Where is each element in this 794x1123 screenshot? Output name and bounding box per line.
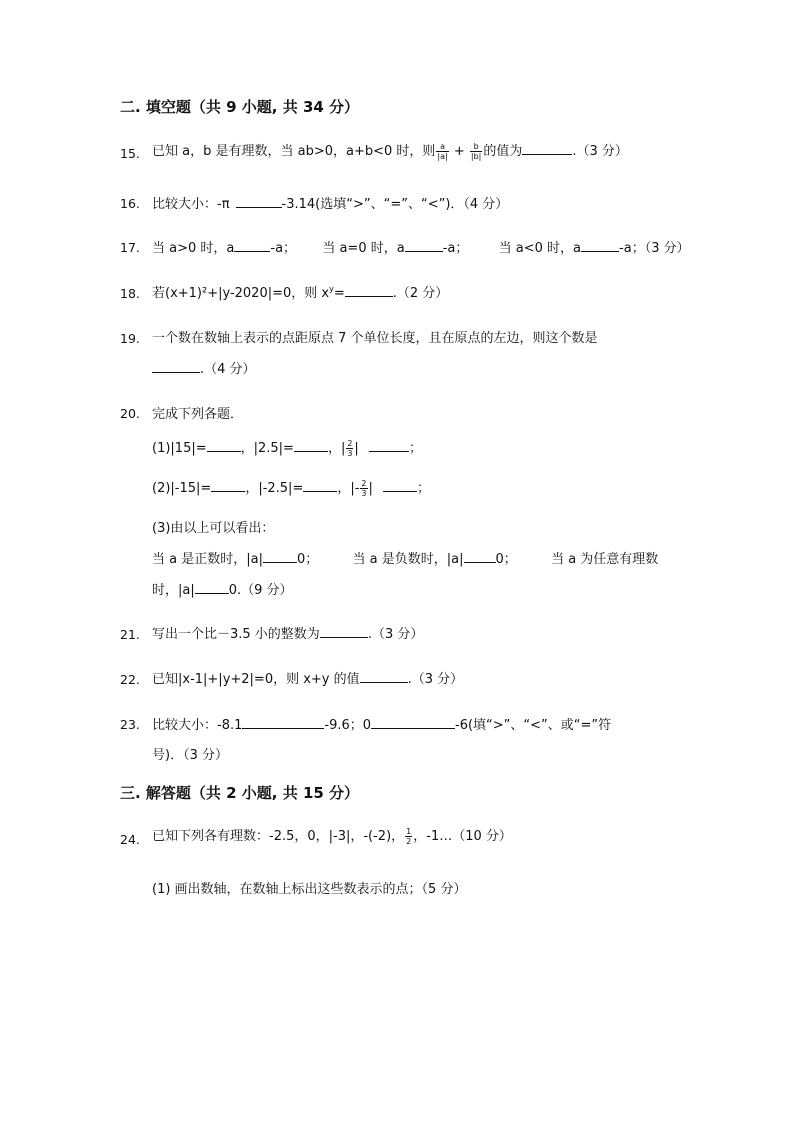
q17-part-1: 当 a>0 时，a [152,241,235,256]
question-16-number: 16. [120,196,140,211]
question-17 [152,237,690,256]
question-20-number: 20. [120,406,140,421]
fraction-a-over-abs-a: $\frac{a}{|a|}$ [437,142,448,161]
question-21-number: 21. [120,627,140,642]
answer-blank[interactable] [207,439,241,452]
question-20-row-1: (1)|15|= ，|2.5|= ，| $\frac{2}{3}$ | ； [152,439,422,458]
question-16 [152,193,508,212]
answer-blank[interactable] [405,239,443,252]
q19-after: .（4 分） [200,362,256,377]
question-23-line-2: 号)．（3 分） [152,748,228,763]
q17-part-2b: -a； [442,241,469,256]
question-22: 已知|x-1|+|y+2|=0，则 x+y 的值 .（3 分） [152,672,464,687]
question-20-row-2: (2)|-15|= ，|-2.5|= ，|- $\frac{2}{3}$ | ； [152,479,431,498]
question-19-number: 19. [120,331,140,346]
answer-blank[interactable] [303,479,337,492]
question-19-line-2 [152,358,256,377]
q17-part-2: 当 a=0 时，a [322,241,405,256]
q18-text-b: = [333,286,345,301]
answer-blank[interactable] [242,716,324,729]
answer-blank[interactable] [369,439,409,452]
answer-blank[interactable] [360,670,408,683]
question-18 [152,282,448,301]
answer-blank[interactable] [195,581,229,594]
question-20-intro: 完成下列各题． [152,407,244,422]
q17-part-3: 当 a<0 时，a [498,241,582,256]
q16-text-b: -3.14(选填“>”、“=”、“<”)．（4 分） [281,197,509,212]
answer-blank[interactable] [263,550,297,563]
q16-text-a: 比较大小：-π [152,197,230,212]
answer-blank[interactable] [152,360,200,373]
question-23-line-1: 比较大小：-8.1 -9.6；0 -6(填“>”、“<”、或“=”符 [152,718,612,733]
question-15-number: 15. [120,146,140,161]
q17-part-1b: -a； [270,241,297,256]
answer-blank[interactable] [320,625,368,638]
q15-text-a: 已知 a，b 是有理数，当 ab>0，a+b<0 时，则 [152,144,436,159]
question-24-part-1: (1) 画出数轴，在数轴上标出这些数表示的点；（5 分） [152,882,467,897]
answer-blank[interactable] [294,439,328,452]
q18-exponent: y [329,284,334,294]
q15-text-b: 的值为 [483,144,523,159]
question-21: 写出一个比－3.5 小的整数为 .（3 分） [152,627,424,642]
q15-plus: + [453,144,465,159]
q15-text-c: .（3 分） [572,144,628,159]
fraction-two-thirds: $\frac{2}{3}$ [361,479,367,498]
answer-blank[interactable] [371,716,455,729]
fraction-b-over-abs-b: $\frac{b}{|b|}$ [470,142,482,161]
answer-blank[interactable] [211,479,245,492]
q18-text-c: .（2 分） [392,286,449,301]
answer-blank[interactable] [234,239,270,252]
q18-text-a: 若(x+1)²+|y-2020|=0，则 x [152,286,330,301]
question-18-number: 18. [120,286,140,301]
question-15 [152,138,628,166]
question-19-line-1: 一个数在数轴上表示的点距原点 7 个单位长度，且在原点的左边，则这个数是 [152,331,598,346]
section-2-title: 二. 填空题（共 9 小题, 共 34 分） [120,98,360,116]
answer-blank[interactable] [345,284,393,297]
answer-blank[interactable] [522,142,572,155]
section-3-title: 三. 解答题（共 2 小题, 共 15 分） [120,784,360,802]
fraction-two-thirds: $\frac{2}{3}$ [347,439,353,458]
question-22-number: 22. [120,672,140,687]
fraction-one-half: $\frac{1}{2}$ [406,827,412,846]
answer-blank[interactable] [581,239,619,252]
answer-blank[interactable] [383,479,417,492]
answer-blank[interactable] [464,550,496,563]
question-20-row-4: 当 a 是正数时，|a| 0； 当 a 是负数时，|a| 0； 当 a 为任意有理数 [152,552,659,567]
question-17-number: 17. [120,240,140,255]
question-20-row-5: 时，|a| 0.（9 分） [152,583,293,598]
question-24: 已知下列各有理数：-2.5，0，|-3|，-(-2)， $\frac{1}{2}$ ，-1…（10 分） [152,827,512,846]
q17-part-3b: -a；（3 分） [619,241,690,256]
question-23-number: 23. [120,717,140,732]
question-20-row-3: (3)由以上可以看出： [152,521,275,536]
question-24-number: 24. [120,832,140,847]
answer-blank[interactable] [236,195,282,208]
